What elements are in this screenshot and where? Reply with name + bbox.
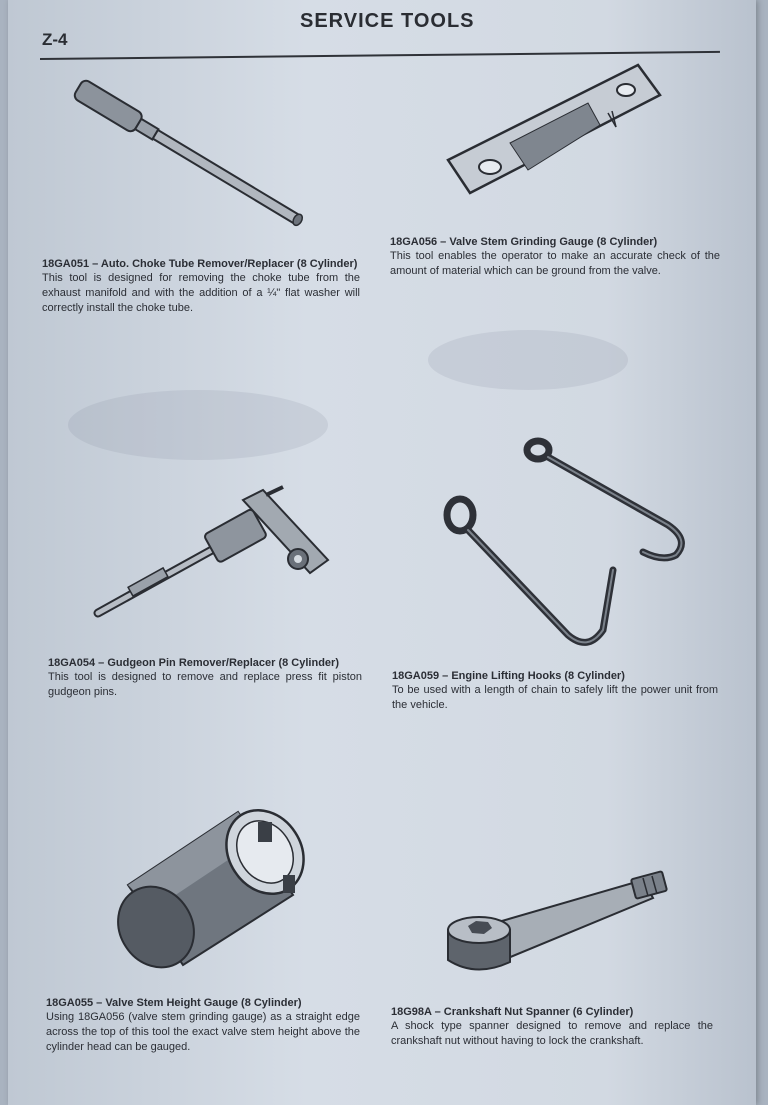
tool-entry-18ga056	[390, 235, 720, 279]
tool-description: This tool is designed to remove and replace press fit piston gudgeon pins.	[48, 671, 362, 698]
gudgeon-pin-remover-illustration	[88, 485, 348, 625]
tool-description: This tool enables the operator to make an accurate check of the amount of material which can be ground from the valve.	[390, 250, 720, 277]
page-title: SERVICE TOOLS	[300, 10, 475, 32]
tool-heading: 18GA059 – Engine Lifting Hooks (8 Cylinder)	[392, 670, 625, 682]
tool-entry-18ga055	[46, 996, 360, 1055]
valve-stem-grinding-gauge-illustration	[438, 55, 678, 205]
tool-entry-18ga054	[48, 656, 362, 700]
tool-heading: 18G98A – Crankshaft Nut Spanner (6 Cylinder)	[391, 1006, 634, 1018]
tool-description: To be used with a length of chain to safely lift the power unit from the vehicle.	[392, 684, 718, 711]
choke-tube-remover-illustration	[68, 75, 338, 235]
bleed-through-mark	[68, 390, 328, 460]
tool-heading: 18GA054 – Gudgeon Pin Remover/Replacer (8 Cylinder)	[48, 657, 339, 669]
tool-heading: 18GA055 – Valve Stem Height Gauge (8 Cylinder)	[46, 997, 302, 1009]
tool-entry-18ga051	[42, 257, 360, 316]
tool-entry-18g98a	[391, 1005, 713, 1049]
valve-stem-height-gauge-illustration	[108, 800, 318, 970]
tool-description: Using 18GA056 (valve stem grinding gauge) as a straight edge across the top of this tool the exact valve stem height above the cylinder head can be gauged.	[46, 1011, 360, 1053]
page-number: Z-4	[42, 30, 68, 49]
tool-description: This tool is designed for removing the choke tube from the exhaust manifold and with the addition of a ¼" flat washer will correctly install the choke tube.	[42, 272, 360, 314]
tool-heading: 18GA051 – Auto. Choke Tube Remover/Replacer (8 Cylinder)	[42, 258, 358, 270]
crankshaft-nut-spanner-illustration	[438, 870, 678, 980]
bleed-through-mark	[428, 330, 628, 390]
tool-heading: 18GA056 – Valve Stem Grinding Gauge (8 Cylinder)	[390, 236, 658, 248]
engine-lifting-hooks-illustration	[428, 430, 708, 650]
tool-entry-18ga059	[392, 669, 718, 713]
tool-description: A shock type spanner designed to remove and replace the crankshaft nut without having to lock the crankshaft.	[391, 1020, 713, 1047]
manual-page	[8, 0, 756, 1105]
